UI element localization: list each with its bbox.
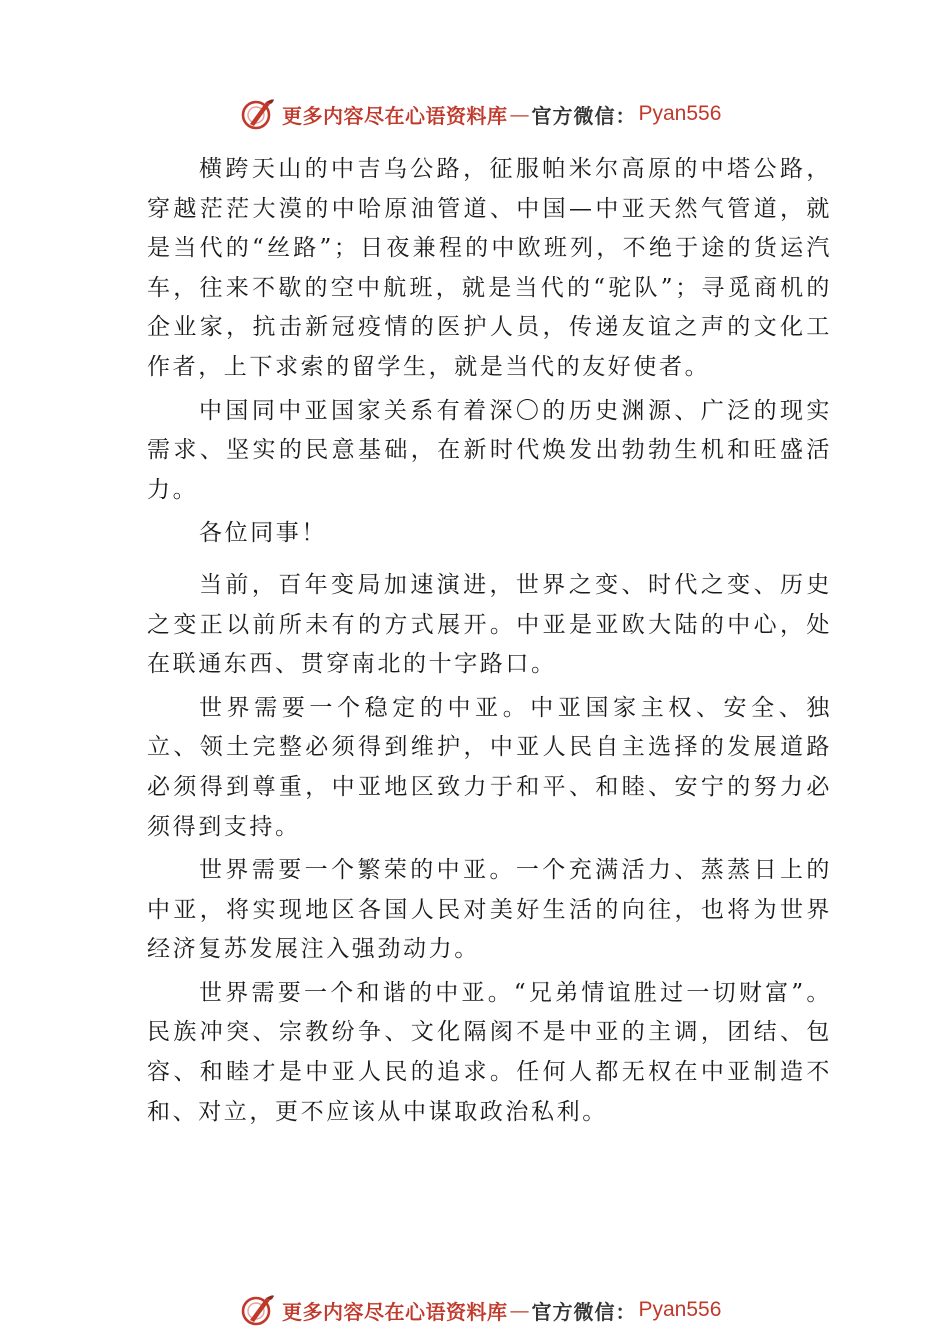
footer-separator: — [509, 1298, 530, 1322]
header-wechat-label: 官方微信： [531, 103, 637, 128]
paragraph-7: 世界需要一个和谐的中亚。“兄弟情谊胜过一切财富”。 民族冲突、宗教纷争、文化隔阂不是中亚的主调，团结、包容、和睦才是中亚人民的追求。任何人都无权在中亚制造不和、对立，更不应该从中谋取政治私利。 [147, 979, 832, 1125]
quill-pen-logo-icon [240, 1292, 276, 1328]
header-wechat-id: Pyan556 [638, 102, 722, 125]
document-body [147, 150, 832, 1132]
footer-wechat-label: 官方微信： [531, 1299, 637, 1324]
paragraph-6: 世界需要一个繁荣的中亚。一个充满活力、蒸蒸日上的中亚，将实现地区各国人民对美好生活的向往，也将为世界经济复苏发展注入强劲动力。 [147, 857, 832, 963]
paragraph-3: 各位同事！ [199, 520, 327, 547]
header-title: 更多内容尽在心语资料库 [282, 103, 508, 128]
footer-banner [240, 1290, 760, 1330]
quill-pen-logo-icon [240, 96, 276, 132]
header-banner [240, 94, 760, 134]
paragraph-1: 横跨天山的中吉乌公路，征服帕米尔高原的中塔公路，穿越茫茫大漠的中哈原油管道、中国—中亚天然气管道，就是当代的“丝路”；日夜兼程的中欧班列，不绝于途的货运汽车，往来不歇的空中航班，就是当代的“驼队”；寻觅商机的企业家，抗击新冠疫情的医护人员，传递友谊之声的文化工作者，上下求索的留学生，就是当代的友好使者。 [147, 156, 832, 380]
paragraph-4: 当前，百年变局加速演进，世界之变、时代之变、历史之变正以前所未有的方式展开。中亚是亚欧大陆的中心，处在联通东西、贯穿南北的十字路口。 [147, 571, 832, 678]
paragraph-2: 中国同中亚国家关系有着深〇的历史渊源、广泛的现实需求、坚实的民意基础，在新时代焕发出勃勃生机和旺盛活力。 [147, 397, 832, 503]
paragraph-5: 世界需要一个稳定的中亚。中亚国家主权、安全、独立、领土完整必须得到维护，中亚人民自主选择的发展道路必须得到尊重，中亚地区致力于和平、和睦、安宁的努力必须得到支持。 [147, 694, 832, 840]
footer-title: 更多内容尽在心语资料库 [282, 1299, 508, 1324]
header-separator: — [509, 102, 530, 126]
footer-wechat-id: Pyan556 [638, 1298, 722, 1321]
